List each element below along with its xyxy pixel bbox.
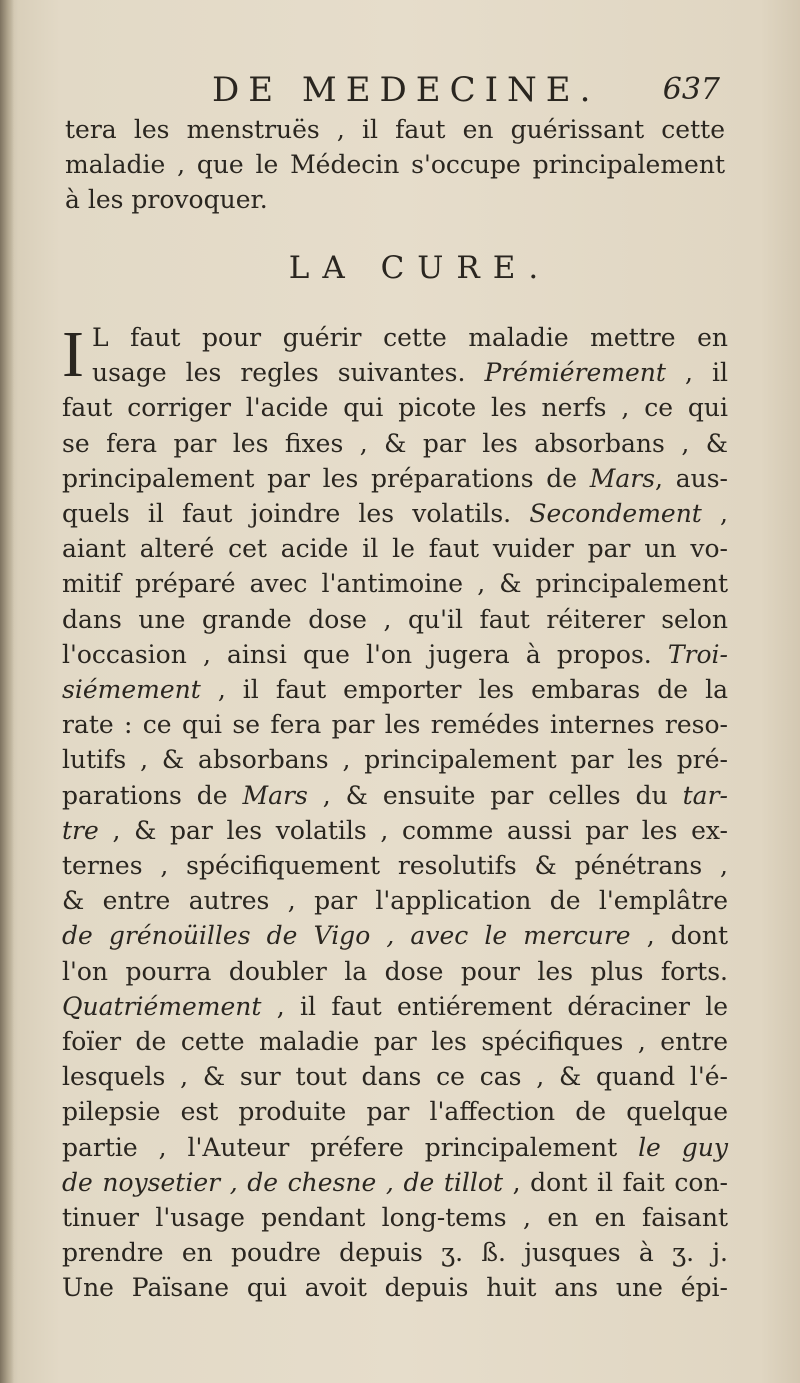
text-segment: , aus- [655, 463, 728, 493]
text-line [62, 461, 728, 496]
text-segment: Une Païsane qui avoit depuis huit ans une épi- [62, 1273, 728, 1303]
text-line [62, 1059, 728, 1094]
text-line [62, 813, 728, 848]
running-title: DE MEDECINE. [212, 70, 600, 110]
text-segment: rate : ce qui se fera par les remédes internes reso- [62, 710, 728, 740]
text-segment: pilepsie est produite par l'affection de quelque [62, 1097, 728, 1127]
italic-text: Mars [242, 780, 308, 810]
italic-text: de grénoüilles de Vigo , avec le mercure [62, 921, 631, 951]
text-segment: lutifs , & absorbans , principalement par les pré- [62, 745, 728, 775]
italic-text: Prémiérement [484, 358, 666, 388]
binding-shadow [0, 0, 14, 1383]
text-line [62, 1270, 728, 1305]
text-segment: l'on pourra doubler la dose pour les plus forts. [62, 956, 728, 986]
text-segment: foïer de cette maladie par les spécifiques , entre [62, 1027, 728, 1057]
text-line [62, 1165, 728, 1200]
text-segment: , [701, 499, 728, 529]
text-segment: partie , l'Auteur préfere principalement [62, 1132, 639, 1162]
text-segment: quels il faut joindre les volatils. [62, 499, 530, 529]
text-line [62, 566, 728, 601]
text-line: tera les menstruës , il faut en guérissant cette [65, 115, 725, 144]
text-segment: se fera par les fixes , & par les absorbans , & [62, 428, 728, 458]
text-line [62, 496, 728, 531]
text-line: maladie , que le Médecin s'occupe principalement [65, 150, 725, 179]
text-line [62, 390, 728, 425]
italic-text: Quatriémement [62, 991, 262, 1021]
italic-text: tar- [682, 780, 728, 810]
running-head [60, 70, 720, 116]
text-segment: prendre en poudre depuis ʒ. ß. jusques à ʒ. j. [62, 1238, 728, 1268]
italic-text: de noysetier , de chesne , de tillot [62, 1167, 503, 1197]
text-segment: dans une grande dose , qu'il faut réiterer selon [62, 604, 728, 634]
text-line [62, 707, 728, 742]
text-line [62, 355, 728, 390]
body-paragraph [62, 320, 728, 1306]
text-segment: L faut pour guérir cette maladie mettre en [91, 323, 728, 352]
text-segment: & entre autres , par l'application de l'emplâtre [62, 886, 728, 916]
text-segment: lesquels , & sur tout dans ce cas , & quand l'é- [62, 1062, 728, 1092]
italic-text: le guy [638, 1132, 728, 1162]
text-line [62, 1024, 728, 1059]
text-line [62, 531, 728, 566]
text-segment: , il faut entiérement déraciner le [261, 991, 728, 1021]
italic-text: Secondement [529, 499, 702, 529]
text-line [62, 918, 728, 953]
intro-paragraph [65, 112, 725, 217]
text-line [62, 637, 728, 672]
text-segment: mitif préparé avec l'antimoine , & principalement [62, 569, 728, 599]
text-line [62, 742, 728, 777]
text-line [62, 426, 728, 461]
text-line [62, 954, 728, 989]
page-number: 637 [662, 72, 720, 107]
text-line [62, 1235, 728, 1270]
italic-text: Mars [589, 463, 656, 493]
text-line: à les provoquer. [65, 185, 268, 214]
text-line [62, 602, 728, 637]
text-segment: , & par les volatils , comme aussi par les ex- [98, 815, 728, 845]
drop-cap: I [62, 318, 84, 391]
section-heading: LA CURE. [288, 250, 552, 286]
text-segment: , il [665, 358, 728, 388]
italic-text: Troi- [667, 639, 728, 669]
text-segment: , dont il fait con- [503, 1167, 728, 1197]
text-segment: usage les regles suivantes. [91, 358, 485, 388]
text-segment: parations de [62, 780, 243, 810]
text-line [62, 848, 728, 883]
text-line [62, 1130, 728, 1165]
italic-text: tre [62, 815, 99, 845]
text-line [62, 672, 728, 707]
text-segment: tinuer l'usage pendant long-tems , en en faisant [62, 1203, 728, 1233]
text-line [62, 883, 728, 918]
text-segment: , il faut emporter les embaras de la [200, 675, 728, 705]
text-segment: ternes , spécifiquement resolutifs & pénétrans , [62, 851, 728, 881]
text-segment: principalement par les préparations de [62, 463, 590, 493]
text-line [62, 320, 728, 355]
text-segment: l'occasion , ainsi que l'on jugera à propos. [62, 639, 668, 669]
text-line [62, 1094, 728, 1129]
text-line [62, 989, 728, 1024]
text-segment: , dont [630, 921, 728, 951]
text-line [62, 778, 728, 813]
text-segment: faut corriger l'acide qui picote les nerfs , ce qui [62, 393, 728, 423]
text-segment: aiant alteré cet acide il le faut vuider par un vo- [62, 534, 728, 564]
italic-text: siémement [62, 675, 201, 705]
text-line [62, 1200, 728, 1235]
text-segment: , & ensuite par celles du [307, 780, 683, 810]
